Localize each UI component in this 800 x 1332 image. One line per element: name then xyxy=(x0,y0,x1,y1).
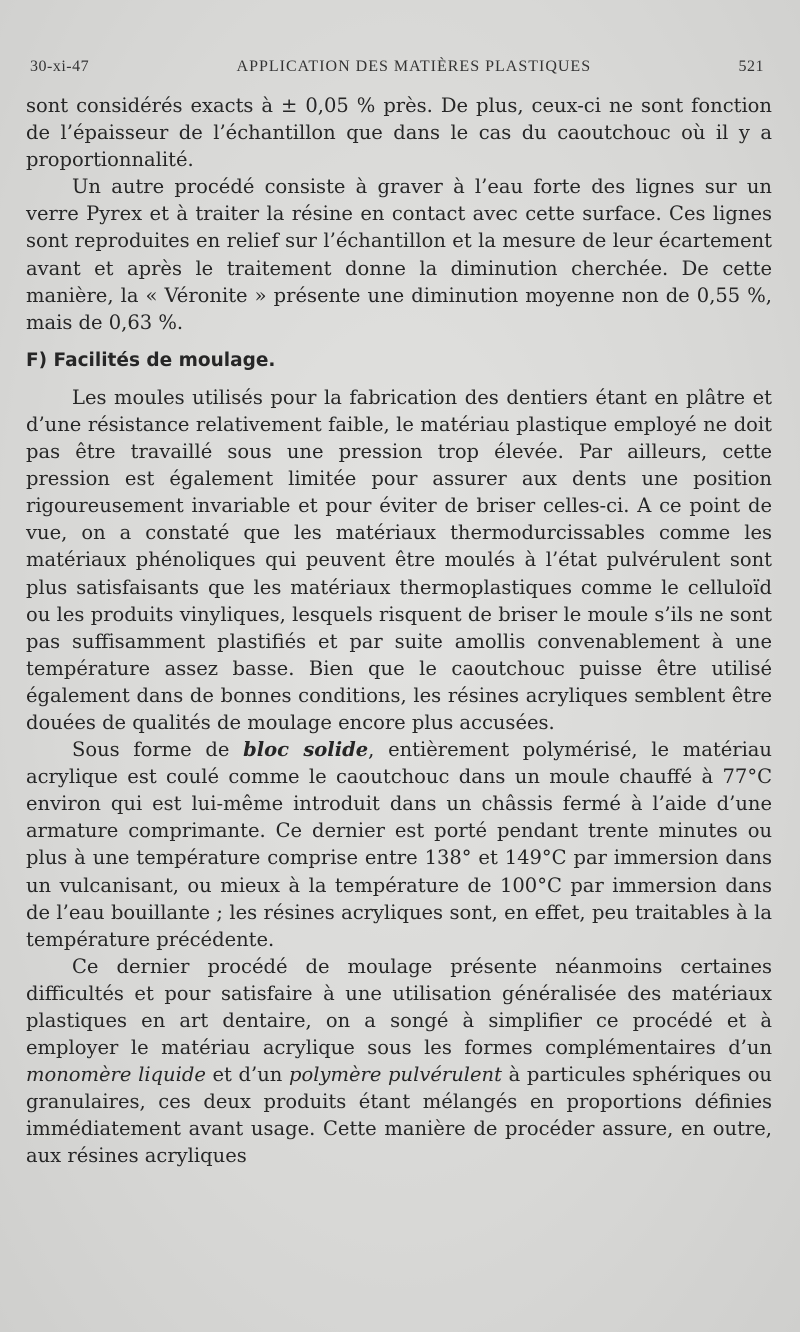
running-header xyxy=(30,58,764,76)
paragraph-5-text-a: Ce dernier procédé de moulage présente néanmoins certaines difficultés et pour satisfaire à une utilisation généralisée des matériaux plastiques en art dentaire, on a songé à simplifier ce procédé et à employer le matériau acrylique sous les formes complémentaires d’un xyxy=(26,954,772,1060)
paragraph-2: Un autre procédé consiste à graver à l’eau forte des lignes sur un verre Pyrex et à traiter la résine en contact avec cette surface. Ces lignes sont reproduites en relief sur l’échantillon et la mesure de leur écartement avant et après le traitement donne la diminution cherchée. De cette manière, la « Véronite » présente une diminution moyenne non de 0,55 %, mais de 0,63 %. xyxy=(26,175,772,334)
paragraph-4 xyxy=(26,736,772,953)
paragraph-1: sont considérés exacts à ± 0,05 % près. De plus, ceux-ci ne sont fonction de l’épaisseur de l’échantillon que dans le cas du caoutchouc où il y a proportionnalité. xyxy=(26,94,772,172)
section-heading: F) Facilités de moulage. xyxy=(26,349,276,371)
paragraph-4-text-a: Sous forme de xyxy=(72,738,244,762)
paragraph-4-text-b: , entièrement polymérisé, le matériau acrylique est coulé comme le caoutchouc dans un moule chauffé à 77°C environ qui est lui-même introduit dans un châssis fermé à l’aide d’une armature comprimante. Ce dernier est porté pendant trente minutes ou plus à une température comprise entre 138° et 149°C par immersion dans un vulcanisant, ou mieux à la température de 100°C par immersion dans de l’eau bouillante ; les résines acryliques sont, en effet, peu traitables à la température précédente. xyxy=(26,738,772,951)
page-number: 521 xyxy=(738,58,764,75)
header-date: 30-xi-47 xyxy=(30,58,90,75)
paragraph-5-text-c: à particules sphériques ou granulaires, ces deux produits étant mélangés en proportions définies immédiatement avant usage. Cette manière de procéder assure, en outre, aux résines acryliques xyxy=(26,1063,772,1168)
paragraph-3: Les moules utilisés pour la fabrication des dentiers étant en plâtre et d’une résistance relativement faible, le matériau plastique employé ne doit pas être travaillé sous une pression trop élevée. Par ailleurs, cette pression est également limitée pour assurer aux dents une position rigoureusement invariable et pour éviter de briser celles-ci. A ce point de vue, on a constaté que les matériaux thermodurcissables comme les matériaux phénoliques qui peuvent être moulés à l’état pulvérulent sont plus satisfaisants que les matériaux thermoplastiques comme le celluloïd ou les produits vinyliques, lesquels risquent de briser le moule s’ils ne sont pas suffisamment plastifiés et par suite amollis convenablement à une température assez basse. Bien que le caoutchouc puisse être utilisé également dans de bonnes conditions, les résines acryliques semblent être douées de qualités de moulage encore plus accusées. xyxy=(26,385,772,734)
paragraph-5-emphasis-1: monomère liquide xyxy=(26,1063,206,1087)
body-text xyxy=(26,92,772,1170)
paragraph-5-text-b: et d’un xyxy=(205,1063,290,1087)
paragraph-5-emphasis-2: polymère pulvérulent xyxy=(289,1063,502,1087)
paragraph-5 xyxy=(26,953,772,1170)
paragraph-4-emphasis: bloc solide xyxy=(243,738,369,762)
header-title: APPLICATION DES MATIÈRES PLASTIQUES xyxy=(236,58,592,75)
